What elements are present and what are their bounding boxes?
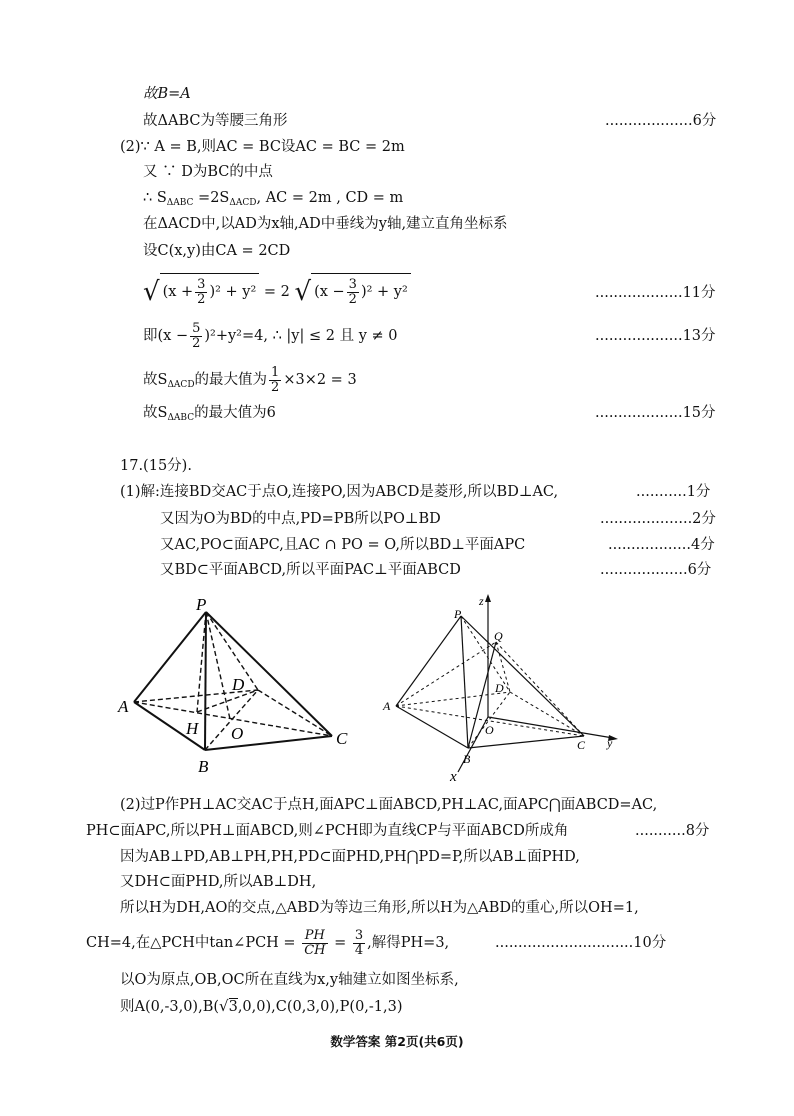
- text-frag: ,0,0),C(0,3,0),P(0,-1,3): [237, 999, 403, 1015]
- denominator: 2: [192, 335, 201, 351]
- numerator: 1: [271, 364, 280, 380]
- label-h: H: [186, 719, 199, 738]
- text-line: (1)解:连接BD交AC于点O,连接PO,因为ABCD是菱形,所以BD⊥AC,: [120, 484, 559, 500]
- denominator: 4: [354, 942, 364, 958]
- subscript: ΔACD: [167, 380, 195, 390]
- pyramid-figure: [110, 592, 360, 777]
- text-frag: ×3×2 = 3: [283, 372, 357, 388]
- subscript: ΔABC: [166, 198, 194, 208]
- score-dots: ....................2分: [600, 511, 716, 527]
- label-z: z: [479, 594, 484, 608]
- edge-pb: [205, 612, 206, 750]
- label-p: P: [196, 595, 207, 614]
- text-line: 设C(x,y)由CA = 2CD: [143, 243, 291, 259]
- text-line: 又 ∵ D为BC的中点: [143, 164, 273, 180]
- label-c: C: [577, 738, 586, 752]
- text-frag: =2S: [193, 190, 230, 206]
- edge-pa: [134, 612, 206, 702]
- equation-distance: [143, 273, 411, 309]
- text-line: [143, 362, 357, 398]
- eq-frag: (x +: [162, 284, 194, 300]
- label-b: B: [198, 757, 209, 776]
- text-frag: 即(x −: [143, 328, 189, 344]
- score-dots: ...................6分: [605, 113, 717, 129]
- label-x: x: [450, 769, 457, 784]
- eq-frag: (x −: [314, 284, 345, 300]
- label-o: O: [231, 724, 244, 743]
- numerator: 5: [192, 320, 201, 336]
- text-frag: CH=4,在△PCH中tan∠PCH =: [86, 935, 296, 951]
- text-line: 又DH⊂面PHD,所以AB⊥DH,: [120, 874, 317, 890]
- sqrt-body: [160, 273, 260, 310]
- score-dots: ...........8分: [635, 823, 710, 839]
- score-dots: ..................4分: [608, 537, 715, 553]
- text-frag: =: [334, 935, 347, 951]
- text-line: [143, 318, 397, 354]
- score-dots: ...........1分: [636, 484, 711, 500]
- text-line: PH⊂面APC,所以PH⊥面ABCD,则∠PCH即为直线CP与平面ABCD所成角: [86, 823, 569, 839]
- label-a: A: [118, 697, 129, 716]
- edge-pb: [461, 616, 468, 748]
- edge-ad: [396, 692, 510, 706]
- score-dots: ...................13分: [595, 328, 716, 344]
- edge-pa: [396, 616, 461, 706]
- text-line: 故ΔABC为等腰三角形: [143, 113, 288, 129]
- label-o: O: [485, 723, 494, 737]
- numerator: 3: [197, 276, 206, 292]
- fraction: [195, 278, 207, 307]
- text-line: [143, 403, 276, 428]
- sqrt-sign: √: [219, 997, 229, 1015]
- fraction: [347, 278, 359, 307]
- text-line: 故B=A: [143, 86, 191, 102]
- label-d: D: [232, 675, 245, 694]
- denominator: 2: [271, 379, 280, 395]
- text-frag: )²+y²=4, ∴ |y| ≤ 2 且 y ≠ 0: [204, 328, 398, 344]
- numerator: PH: [302, 929, 327, 944]
- text-line: 所以H为DH,AO的交点,△ABD为等边三角形,所以H为△ABD的重心,所以OH=1,: [120, 900, 639, 916]
- label-b: B: [463, 752, 471, 766]
- text-line: (2)过P作PH⊥AC交AC于点H,面APC⊥面ABCD,PH⊥AC,面APC⋂面ABCD=AC,: [120, 797, 658, 813]
- z-arrow: [485, 594, 491, 602]
- sqrt-sign: √: [143, 277, 160, 307]
- text-line: [120, 996, 403, 1017]
- sqrt-sign: √: [294, 277, 312, 307]
- eq-frag: )² + y²: [360, 284, 408, 300]
- score-dots: ...................15分: [595, 405, 716, 421]
- seg-po: [206, 612, 230, 719]
- y-axis: [488, 717, 613, 738]
- label-y: y: [607, 736, 613, 750]
- fraction: [190, 322, 202, 351]
- numerator: 3: [348, 276, 357, 292]
- text-line: 又因为O为BD的中点,PD=PB所以PO⊥BD: [160, 511, 441, 527]
- subscript: ΔACD: [229, 198, 257, 208]
- eq-frag: )² + y²: [209, 284, 257, 300]
- label-d: D: [495, 681, 504, 695]
- text-frag: 故S: [143, 372, 168, 388]
- text-line: [143, 188, 403, 213]
- edge-bc: [205, 736, 332, 750]
- seg-aq: [396, 642, 496, 706]
- fraction: [269, 366, 281, 395]
- text-line: (2)∵ A = B,则AC = BC设AC = BC = 2m: [120, 139, 405, 155]
- edge-dc: [510, 692, 584, 736]
- text-line: 在ΔACD中,以AD为x轴,AD中垂线为y轴,建立直角坐标系: [143, 216, 508, 232]
- text-line: 以O为原点,OB,OC所在直线为x,y轴建立如图坐标系,: [120, 972, 459, 988]
- text-line: 又BD⊂平面ABCD,所以平面PAC⊥平面ABCD: [160, 562, 461, 578]
- edge-bc: [468, 736, 584, 748]
- numerator: 3: [354, 927, 364, 943]
- question-heading: 17.(15分).: [120, 458, 192, 474]
- denominator: 2: [348, 291, 357, 307]
- text-line: 又AC,PO⊂面APC,且AC ∩ PO = O,所以BD⊥平面APC: [160, 537, 526, 553]
- edge-pc: [461, 616, 584, 736]
- text-line: 因为AB⊥PD,AB⊥PH,PH,PD⊂面PHD,PH⋂PD=P,所以AB⊥面PHD,: [120, 849, 580, 865]
- label-c: C: [336, 729, 348, 748]
- text-frag: , AC = 2m , CD = m: [256, 190, 404, 206]
- coordinate-figure: [378, 592, 628, 784]
- sqrt-body: 3: [228, 999, 238, 1015]
- sqrt-body: [311, 273, 411, 310]
- score-dots: ...................6分: [600, 562, 712, 578]
- label-p: P: [454, 607, 462, 621]
- label-q: Q: [494, 629, 503, 643]
- score-dots: ..............................10分: [495, 935, 667, 951]
- text-line: [86, 925, 449, 961]
- subscript: ΔABC: [167, 413, 195, 423]
- page-footer: 数学答案 第2页(共6页): [330, 1034, 464, 1049]
- text-frag: ,解得PH=3,: [367, 935, 450, 951]
- text-frag: 则A(0,-3,0),B(: [120, 999, 220, 1015]
- fraction: [302, 929, 327, 958]
- denominator: CH: [304, 942, 326, 958]
- text-frag: 的最大值为: [194, 372, 268, 388]
- text-frag: 的最大值为6: [194, 405, 276, 421]
- text-frag: 故S: [143, 405, 168, 421]
- fraction: [353, 929, 365, 958]
- denominator: 2: [197, 291, 206, 307]
- score-dots: ...................11分: [595, 285, 716, 301]
- label-a: A: [383, 699, 391, 713]
- eq-frag: = 2: [263, 284, 290, 300]
- edge-ab: [396, 706, 468, 748]
- text-frag: ∴ S: [143, 190, 167, 206]
